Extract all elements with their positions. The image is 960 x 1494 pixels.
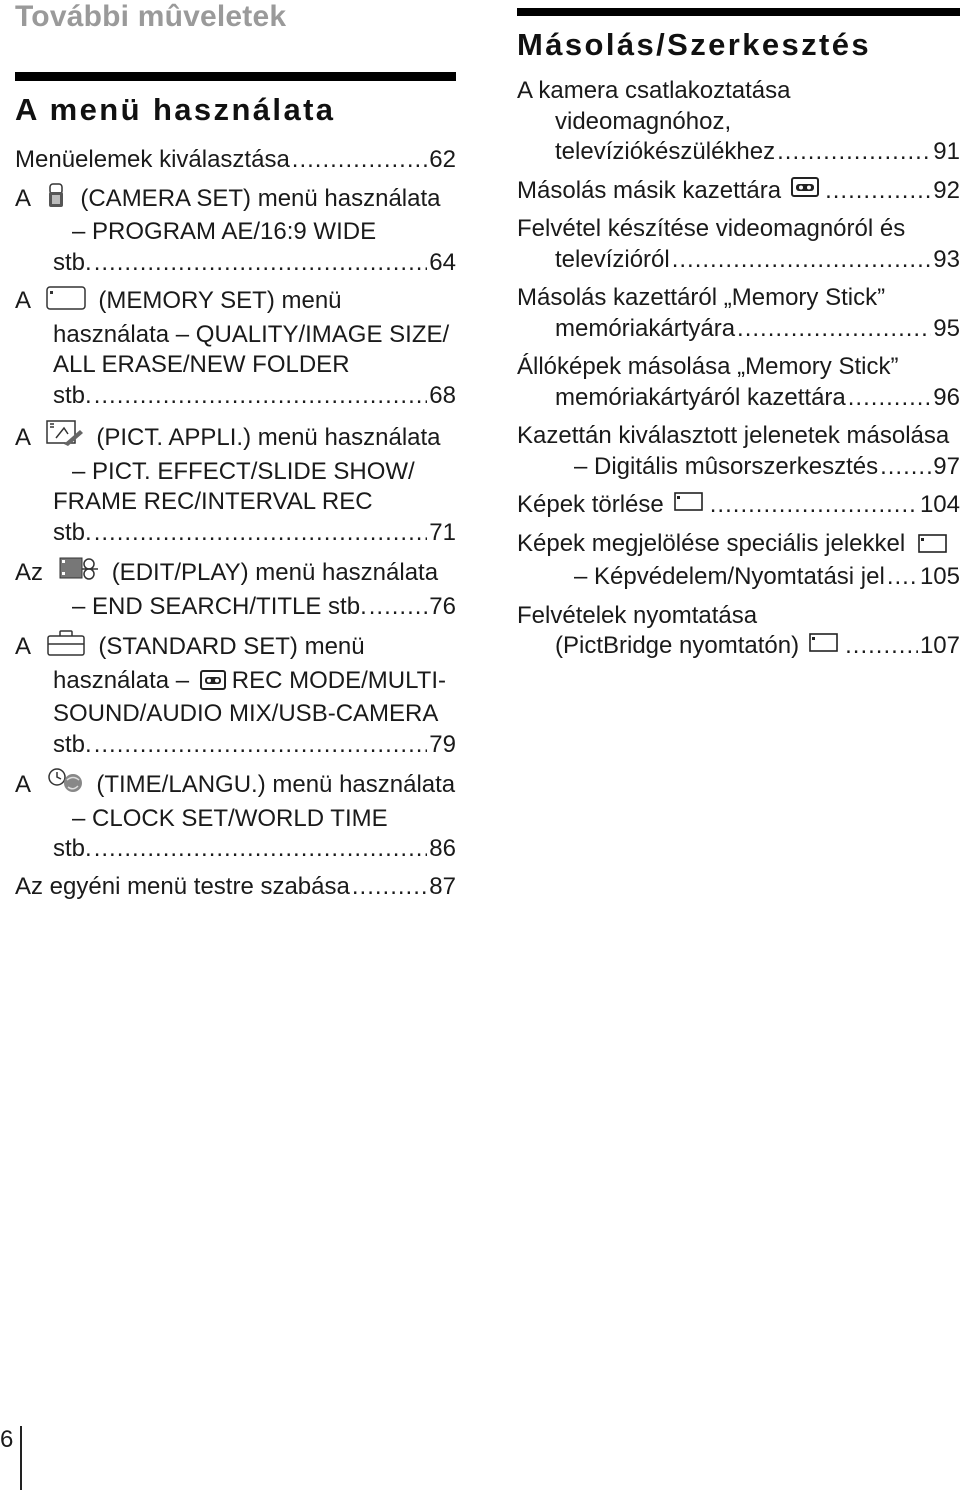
page-ref: 62: [429, 146, 456, 173]
toolbox-icon: [46, 629, 86, 666]
entry-text: memóriakártyára: [555, 314, 736, 342]
toc-entry[interactable]: [15, 555, 456, 622]
cassette-icon: [200, 669, 226, 700]
leader-dots: [880, 452, 931, 483]
leader-dots: [94, 518, 428, 549]
leader-dots: [848, 383, 932, 414]
leader-dots: [94, 834, 428, 865]
entry-text: memóriakártyáról kazettára: [555, 383, 846, 411]
page-ref: 107: [919, 632, 960, 659]
toc-entry[interactable]: [517, 490, 960, 521]
leader-dots: [94, 381, 428, 412]
leader-dots: [777, 137, 931, 168]
section-title: Másolás/Szerkesztés: [517, 27, 872, 62]
entry-text: televízióról: [555, 245, 670, 273]
entry-text: stb.: [53, 248, 92, 276]
leader-dots: [292, 145, 428, 176]
memory-stick-icon: [674, 490, 704, 521]
entry-text: Felvételek nyomtatása: [517, 601, 758, 629]
toc-entry[interactable]: [15, 285, 456, 411]
entry-text: REC MODE/MULTI-: [231, 666, 446, 694]
page-ref: 79: [429, 730, 456, 758]
page-ref: 105: [919, 563, 960, 590]
clock-globe-icon: [46, 767, 86, 804]
entry-text: – PICT. EFFECT/SLIDE SHOW/: [72, 457, 415, 485]
entry-text: (PictBridge nyomtatón): [555, 632, 800, 659]
entry-prefix: A: [15, 184, 30, 212]
entry-text: Képek megjelölése speciális jelekkel: [517, 529, 906, 557]
leader-dots: [94, 730, 428, 761]
entry-text: Felvétel készítése videomagnóról és: [517, 215, 906, 242]
page-ref: 95: [933, 314, 960, 342]
menu-section: [15, 72, 456, 909]
page-ref: 71: [429, 518, 456, 546]
toc-entry[interactable]: [15, 629, 456, 760]
leader-dots: [845, 631, 918, 662]
entry-text: Kazettán kiválasztott jelenetek másolása: [517, 422, 950, 449]
leader-dots: [710, 490, 918, 521]
entry-text: – END SEARCH/TITLE stb.: [72, 592, 367, 620]
memory-stick-icon: [918, 532, 948, 563]
page-ref: 93: [933, 245, 960, 273]
entry-text: (MEMORY SET) menü: [98, 287, 342, 314]
entry-text: televíziókészülékhez: [555, 138, 776, 165]
page-ref: 64: [429, 248, 456, 276]
page-ref: 96: [933, 383, 960, 411]
leader-dots: [887, 562, 918, 593]
entry-text: FRAME REC/INTERVAL REC: [53, 488, 373, 515]
entry-text: – Képvédelem/Nyomtatási jel: [574, 563, 885, 590]
page-ref: 91: [933, 138, 960, 165]
leader-dots: [672, 245, 932, 276]
entry-text: Képek törlése: [517, 491, 664, 518]
entry-text: (STANDARD SET) menü: [98, 633, 365, 660]
camera-icon: [46, 183, 66, 218]
toc-entry[interactable]: [517, 76, 960, 168]
entry-prefix: A: [15, 424, 30, 451]
page-ref: 87: [429, 872, 456, 900]
entry-text: használata – QUALITY/IMAGE SIZE/: [53, 320, 450, 348]
entry-text: A kamera csatlakoztatása: [517, 77, 791, 104]
section-rule: [15, 72, 456, 81]
entry-text: stb.: [53, 518, 92, 546]
entry-text: – CLOCK SET/WORLD TIME: [72, 804, 388, 832]
page-ref: 68: [429, 381, 456, 409]
leader-dots: [352, 872, 427, 903]
entry-text: – PROGRAM AE/16:9 WIDE: [72, 218, 377, 245]
entry-text: Másolás másik kazettára: [517, 176, 782, 204]
entry-prefix: A: [15, 771, 30, 798]
leader-dots: [737, 314, 931, 345]
leader-dots: [94, 248, 428, 279]
leader-dots: [825, 176, 931, 207]
dubbing-editing-section: [517, 8, 960, 670]
toc-entry[interactable]: [15, 183, 456, 279]
entry-text: Menüelemek kiválasztása: [15, 146, 290, 173]
page-number-rule: [20, 1426, 22, 1490]
page-ref: 86: [429, 835, 456, 862]
page-ref: 104: [919, 491, 960, 518]
entry-text: használata –: [53, 666, 190, 694]
entry-text: ALL ERASE/NEW FOLDER: [53, 351, 350, 378]
entry-text: Állóképek másolása „Memory Stick”: [517, 353, 899, 380]
leader-dots: [369, 592, 428, 623]
page-ref: 76: [429, 592, 456, 620]
toc-entry[interactable]: [517, 214, 960, 275]
toc-entry[interactable]: [15, 418, 456, 548]
toc-entry[interactable]: [517, 529, 960, 593]
toc-entry[interactable]: [517, 283, 960, 344]
entry-text: – Digitális mûsorszerkesztés: [574, 452, 879, 480]
memory-card-icon: [46, 285, 86, 320]
entry-text: (PICT. APPLI.) menü használata: [96, 424, 441, 451]
memory-stick-icon: [809, 631, 839, 662]
toc-entry[interactable]: [517, 421, 960, 482]
entry-text: (EDIT/PLAY) menü használata: [111, 559, 439, 586]
page-number: 6: [0, 1426, 14, 1453]
entry-text: Másolás kazettáról „Memory Stick”: [517, 284, 886, 311]
running-head: További mûveletek: [15, 0, 287, 33]
page-ref: 97: [933, 452, 960, 480]
entry-prefix: A: [15, 287, 30, 314]
cassette-icon: [791, 176, 819, 207]
entry-text: stb.: [53, 730, 92, 758]
entry-prefix: Az: [15, 559, 44, 586]
entry-text: stb.: [53, 835, 92, 862]
toc-entry[interactable]: [15, 145, 456, 176]
entry-text: Az egyéni menü testre szabása: [15, 872, 350, 900]
edit-play-icon: [58, 555, 100, 592]
entry-text: (TIME/LANGU.) menü használata: [96, 771, 456, 798]
toc-entry[interactable]: [517, 601, 960, 662]
section-rule: [517, 8, 960, 16]
toc-entry[interactable]: [517, 352, 960, 413]
toc-entry[interactable]: [15, 767, 456, 865]
page-ref: 92: [933, 176, 960, 204]
picture-application-icon: [46, 418, 84, 457]
entry-text: stb.: [53, 381, 92, 409]
toc-entry[interactable]: [15, 872, 456, 903]
entry-prefix: A: [15, 633, 30, 660]
section-title: A menü használata: [15, 92, 336, 127]
toc-entry[interactable]: [517, 176, 960, 207]
entry-text: videomagnóhoz,: [555, 107, 732, 135]
entry-text: (CAMERA SET) menü használata: [80, 184, 441, 212]
entry-text: SOUND/AUDIO MIX/USB-CAMERA: [53, 700, 439, 727]
